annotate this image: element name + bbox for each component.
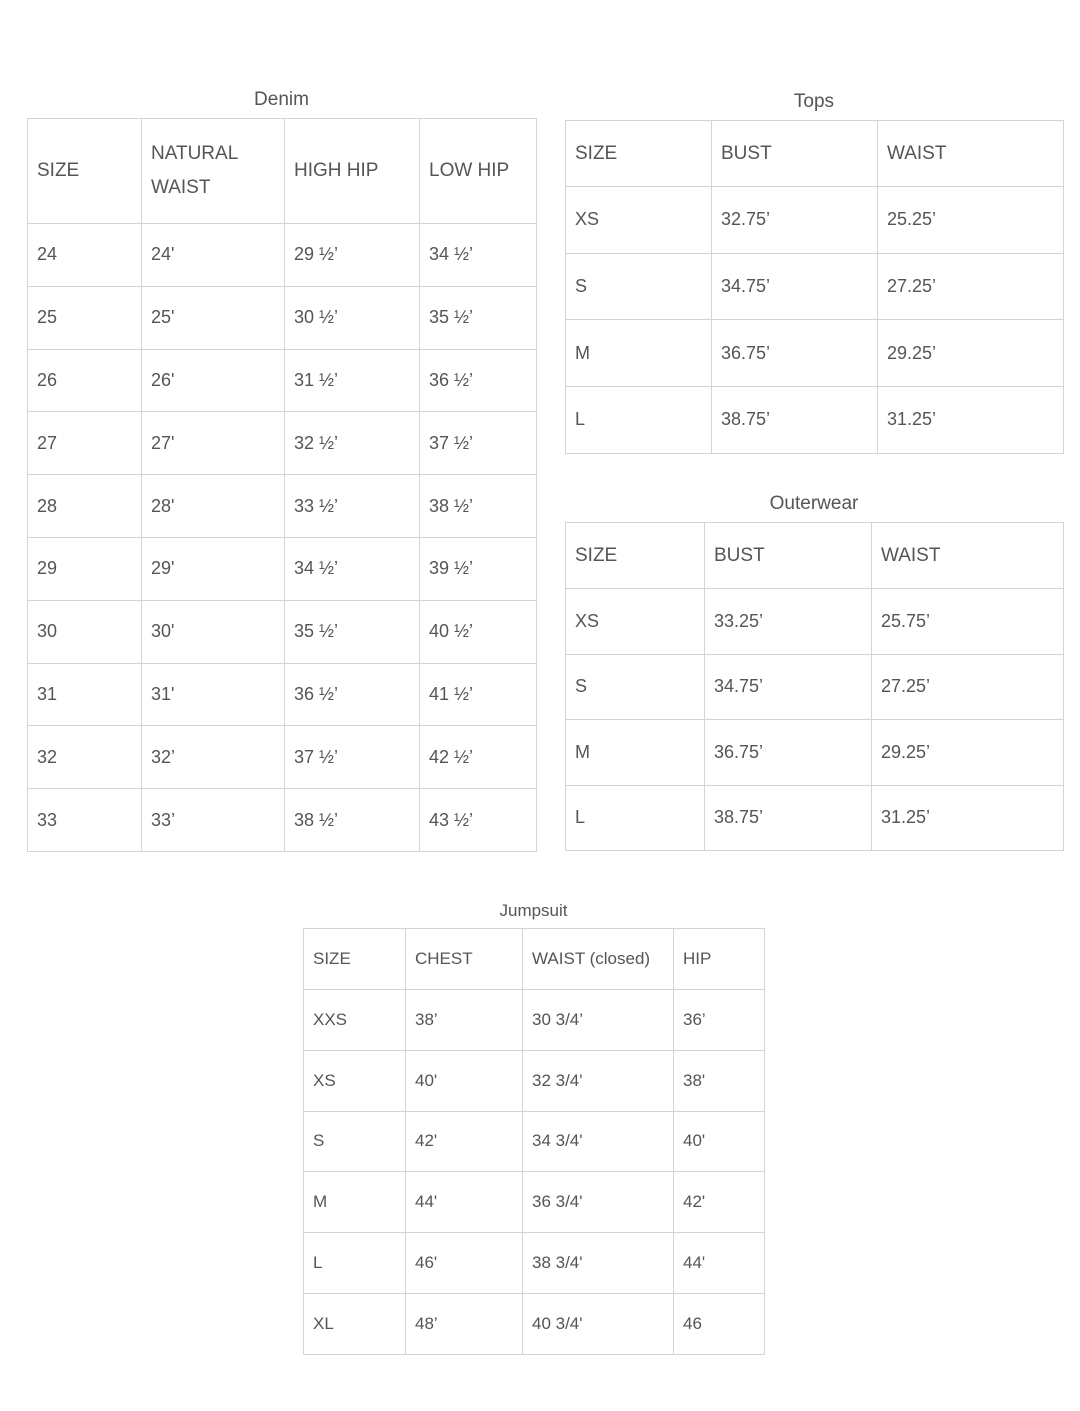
table-cell: 36.75’ (712, 320, 878, 387)
jumpsuit-size-chart (303, 897, 764, 1355)
table-cell: 31' (142, 663, 285, 726)
table-header-row (304, 929, 765, 990)
table-cell: 39 ½’ (420, 537, 537, 600)
table-cell: S (566, 253, 712, 320)
table-cell: 31 ½’ (285, 349, 420, 412)
table-row (28, 663, 537, 726)
table-cell: 32 (28, 726, 142, 789)
table-cell: 42' (674, 1172, 765, 1233)
table-cell: L (304, 1233, 406, 1294)
table-cell: 30' (142, 600, 285, 663)
table-row (28, 726, 537, 789)
table-row (566, 320, 1064, 387)
table-cell: 27 (28, 412, 142, 475)
column-header: BUST (712, 121, 878, 187)
tops-title: Tops (793, 91, 835, 112)
table-cell: 42 ½’ (420, 726, 537, 789)
table-cell: 31.25’ (878, 387, 1064, 454)
table-cell: 46' (406, 1233, 523, 1294)
table-cell: 24 (28, 224, 142, 287)
table-cell: 28 (28, 475, 142, 538)
table-cell: 36 ½’ (420, 349, 537, 412)
column-header: HIP (674, 929, 765, 990)
table-cell: 38' (674, 1050, 765, 1111)
table-header-row (28, 119, 537, 224)
column-header: HIGH HIP (285, 119, 420, 224)
table-row (28, 537, 537, 600)
table-cell: 32 3/4' (523, 1050, 674, 1111)
table-cell: 38’ (406, 990, 523, 1051)
table-row (304, 1172, 765, 1233)
table-row (28, 224, 537, 287)
table-cell: XS (566, 589, 705, 655)
table-cell: 36.75’ (705, 720, 872, 786)
table-cell: 30 ½’ (285, 286, 420, 349)
table-cell: 48’ (406, 1293, 523, 1354)
table-row (304, 990, 765, 1051)
table-cell: 34 ½’ (285, 537, 420, 600)
table-row (566, 720, 1064, 786)
column-header: SIZE (566, 121, 712, 187)
table-cell: 44' (406, 1172, 523, 1233)
table-cell: 27' (142, 412, 285, 475)
table-cell: 33.25’ (705, 589, 872, 655)
table-cell: 29 ½’ (285, 224, 420, 287)
table-row (566, 654, 1064, 720)
table-cell: 38.75’ (712, 387, 878, 454)
outerwear-title: Outerwear (769, 493, 859, 514)
table-cell: XS (304, 1050, 406, 1111)
table-row (28, 789, 537, 852)
table-row (28, 286, 537, 349)
table-cell: 37 ½’ (420, 412, 537, 475)
table-row (566, 387, 1064, 454)
column-header: CHEST (406, 929, 523, 990)
table-cell: 25 (28, 286, 142, 349)
table-cell: 34 3/4' (523, 1111, 674, 1172)
table-cell: XL (304, 1293, 406, 1354)
table-cell: 26' (142, 349, 285, 412)
table-row (304, 1293, 765, 1354)
table-cell: M (566, 320, 712, 387)
table-row (304, 1233, 765, 1294)
table-cell: 28' (142, 475, 285, 538)
table-row (566, 785, 1064, 851)
table-cell: L (566, 785, 705, 851)
table-cell: M (566, 720, 705, 786)
outerwear-size-chart (565, 490, 1063, 851)
table-cell: 41 ½’ (420, 663, 537, 726)
outerwear-table (565, 522, 1064, 851)
table-cell: 29.25’ (872, 720, 1064, 786)
table-header-row (566, 523, 1064, 589)
table-cell: M (304, 1172, 406, 1233)
table-row (28, 349, 537, 412)
table-cell: 32.75’ (712, 187, 878, 254)
column-header: BUST (705, 523, 872, 589)
table-cell: 29.25’ (878, 320, 1064, 387)
table-cell: 33’ (142, 789, 285, 852)
table-cell: 40' (406, 1050, 523, 1111)
table-row (28, 475, 537, 538)
table-cell: 36’ (674, 990, 765, 1051)
table-row (566, 187, 1064, 254)
table-cell: 26 (28, 349, 142, 412)
table-row (304, 1111, 765, 1172)
tops-size-chart (565, 88, 1063, 454)
denim-size-chart (27, 86, 536, 852)
tops-table (565, 120, 1064, 454)
column-header: SIZE (28, 119, 142, 224)
table-cell: 42' (406, 1111, 523, 1172)
table-cell: 25.75’ (872, 589, 1064, 655)
column-header: WAIST (872, 523, 1064, 589)
table-cell: 40' (674, 1111, 765, 1172)
table-cell: 36 ½’ (285, 663, 420, 726)
table-cell: XS (566, 187, 712, 254)
table-header-row (566, 121, 1064, 187)
table-cell: 38 ½’ (285, 789, 420, 852)
denim-title: Denim (254, 89, 309, 110)
table-cell: 37 ½’ (285, 726, 420, 789)
table-cell: 31 (28, 663, 142, 726)
table-cell: 24' (142, 224, 285, 287)
column-header: SIZE (304, 929, 406, 990)
table-cell: 31.25’ (872, 785, 1064, 851)
table-cell: 35 ½’ (420, 286, 537, 349)
table-cell: 43 ½’ (420, 789, 537, 852)
column-header: WAIST (closed) (523, 929, 674, 990)
table-cell: S (304, 1111, 406, 1172)
table-row (28, 600, 537, 663)
table-cell: 33 (28, 789, 142, 852)
table-cell: 25' (142, 286, 285, 349)
table-cell: S (566, 654, 705, 720)
column-header: WAIST (878, 121, 1064, 187)
table-cell: 33 ½’ (285, 475, 420, 538)
table-row (566, 589, 1064, 655)
table-cell: 27.25’ (878, 253, 1064, 320)
column-header: SIZE (566, 523, 705, 589)
table-cell: 38 ½’ (420, 475, 537, 538)
table-cell: 25.25’ (878, 187, 1064, 254)
table-row (28, 412, 537, 475)
table-row (566, 253, 1064, 320)
table-cell: 30 3/4’ (523, 990, 674, 1051)
table-cell: 32 ½’ (285, 412, 420, 475)
table-cell: L (566, 387, 712, 454)
table-cell: 27.25’ (872, 654, 1064, 720)
table-cell: 32’ (142, 726, 285, 789)
table-cell: 29' (142, 537, 285, 600)
table-cell: 34.75’ (712, 253, 878, 320)
table-cell: 34.75’ (705, 654, 872, 720)
table-row (304, 1050, 765, 1111)
table-cell: XXS (304, 990, 406, 1051)
table-cell: 40 3/4' (523, 1293, 674, 1354)
jumpsuit-title: Jumpsuit (499, 901, 568, 920)
table-cell: 38 3/4' (523, 1233, 674, 1294)
denim-table (27, 118, 537, 852)
column-header: LOW HIP (420, 119, 537, 224)
table-cell: 36 3/4' (523, 1172, 674, 1233)
column-header: NATURAL WAIST (142, 119, 285, 224)
jumpsuit-table (303, 928, 765, 1355)
table-cell: 40 ½’ (420, 600, 537, 663)
table-cell: 34 ½’ (420, 224, 537, 287)
table-cell: 44' (674, 1233, 765, 1294)
table-cell: 35 ½’ (285, 600, 420, 663)
table-cell: 29 (28, 537, 142, 600)
table-cell: 30 (28, 600, 142, 663)
table-cell: 46 (674, 1293, 765, 1354)
table-cell: 38.75’ (705, 785, 872, 851)
